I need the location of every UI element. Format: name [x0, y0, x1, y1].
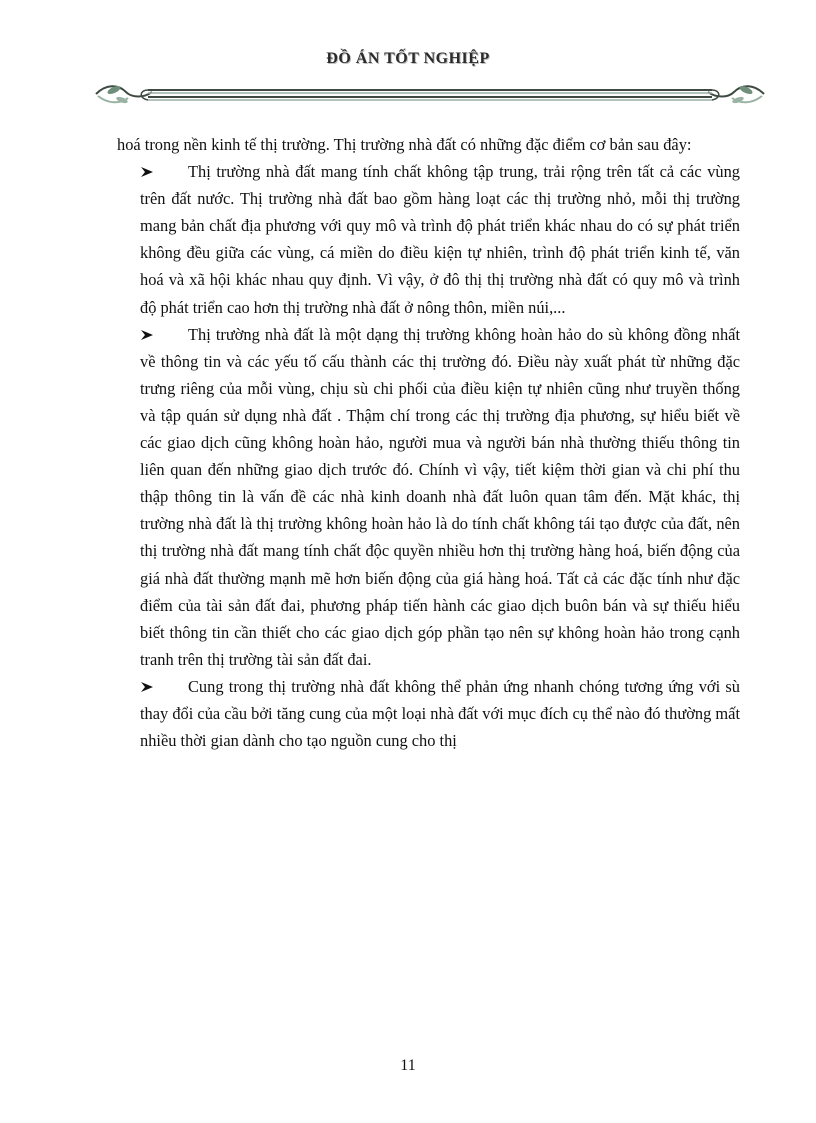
- intro-paragraph: hoá trong nền kinh tế thị trường. Thị trường nhà đất có những đặc điểm cơ bản sau đây:: [117, 135, 692, 154]
- bullet-item: [117, 673, 740, 754]
- bullet-text: Thị trường nhà đất mang tính chất không tập trung, trải rộng trên tất cả các vùng trên đất nước. Thị trường nhà đất bao gồm hàng loạt các thị trường nhỏ, mỗi thị trường mang bản chất địa phương với quy mô và trình độ phát triển khác nhau do có sự phát triển không đều giữa các vùng, cá miền do điều kiện tự nhiên, trình độ phát triển kinh tế, văn hoá và xã hội khác nhau quy định. Vì vậy, ở đô thị thị trường nhà đất có quy mô và trình độ phát triển cao hơn thị trường nhà đất ở nông thôn, miền núi,...: [140, 162, 740, 317]
- header-title: ĐỒ ÁN TỐT NGHIỆP: [326, 50, 490, 67]
- bullet-item: [117, 158, 740, 321]
- page-number: 11: [400, 1057, 416, 1074]
- arrowhead-bullet-icon: [140, 328, 154, 342]
- body-text: [117, 131, 740, 754]
- arrowhead-bullet-icon: [140, 680, 154, 694]
- bullet-text: Thị trường nhà đất là một dạng thị trường không hoàn hảo do sù không đồng nhất về thông tin và các yếu tố cấu thành các thị trường đó. Điều này xuất phát từ những đặc trưng riêng của mỗi vùng, chịu sù chi phối của điều kiện tự nhiên cũng như truyền thống và tập quán sử dụng nhà đất . Thậm chí trong các thị trường địa phương, sự hiểu biết về các giao dịch cũng không hoàn hảo, người mua và người bán nhà thường thiếu thông tin liên quan đến những giao dịch trước đó. Chính vì vậy, tiết kiệm thời gian và chi phí thu thập thông tin là vấn đề các nhà kinh doanh nhà đất luôn quan tâm đến. Mặt khác, thị trường nhà đất là thị trường không hoàn hảo là do tính chất không tái tạo được của đất, nên thị trường nhà đất mang tính chất độc quyền nhiều hơn thị trường hàng hoá, biến động của giá nhà đất thường mạnh mẽ hơn biến động của giá hàng hoá. Tất cả các đặc tính như đặc điểm của tài sản đất đai, phương pháp tiến hành các giao dịch buôn bán và sự thiếu hiểu biết thông tin cần thiết cho các giao dịch góp phần tạo nên sự không hoàn hảo trong cạnh tranh trên thị trường tài sản đất đai.: [140, 324, 740, 669]
- bullet-item: [117, 321, 740, 673]
- bullet-text: Cung trong thị trường nhà đất không thể phản ứng nhanh chóng tương ứng với sù thay đổi của cầu bởi tăng cung của một loại nhà đất với mục đích cụ thể nào đó thường mất nhiều thời gian dành cho tạo nguồn cung cho thị: [140, 676, 740, 751]
- decorative-scroll-rule: [92, 78, 768, 110]
- arrowhead-bullet-icon: [140, 165, 154, 179]
